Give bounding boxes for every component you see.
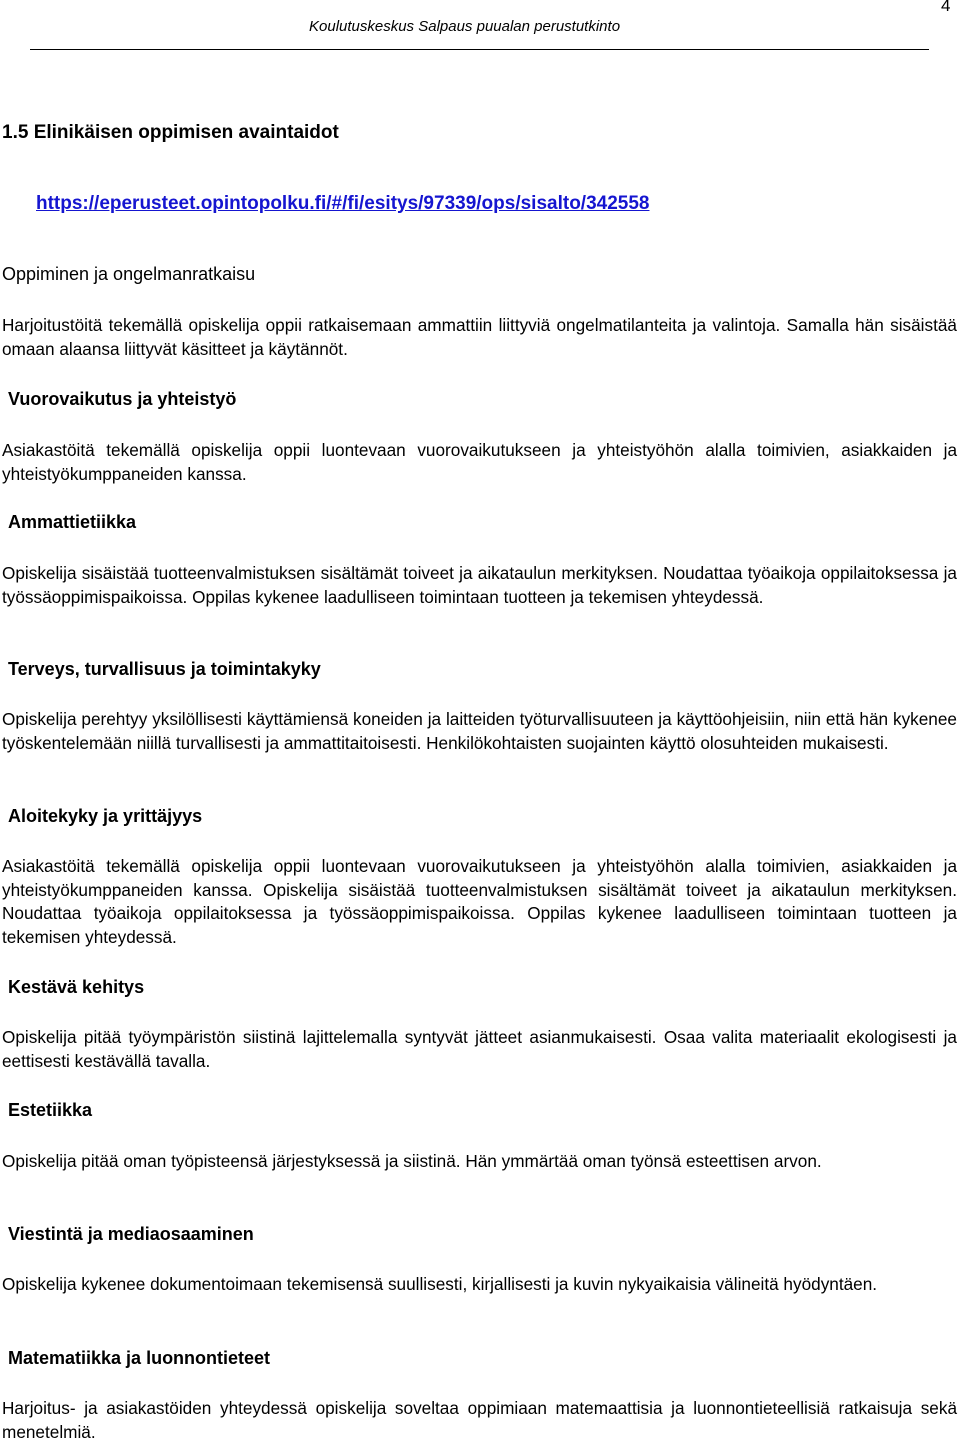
- paragraph-learning: Harjoitustöitä tekemällä opiskelija oppii ratkaisemaan ammattiin liittyviä ongelmatilanteita ja valintoja. Samalla hän sisäistää omaan alaansa liittyvät käsitteet ja käytännöt.: [2, 315, 957, 359]
- subheading-sustainability: Kestävä kehitys: [8, 977, 145, 997]
- subheading-ethics: Ammattietiikka: [8, 512, 137, 532]
- paragraph-initiative: Asiakastöitä tekemällä opiskelija oppii luontevaan vuorovaikutukseen ja yhteistyöhön alalla toimivien, asiakkaiden ja yhteistyökumppaneiden kanssa. Opiskelija sisäistää tuotteenvalmistuksen sisältämät toiveet ja aikataulun merkityksen. Noudattaa työaikoja oppilaitoksessa ja työssäoppimispaikoissa. Oppilas kykenee laadulliseen toimintaan tuotteen ja tekemisen yhteydessä.: [2, 856, 957, 947]
- paragraph-sustainability: Opiskelija pitää työympäristön siistinä lajittelemalla syntyvät jätteet asianmukaisesti. Osaa valita materiaalit ekologisesti ja eettisesti kestävällä tavalla.: [2, 1027, 957, 1071]
- paragraph-aesthetics: Opiskelija pitää oman työpisteensä järjestyksessä ja siistinä. Hän ymmärtää oman työnsä esteettisen arvon.: [2, 1151, 822, 1171]
- running-header-title: Koulutuskeskus Salpaus puualan perustutkinto: [309, 18, 621, 35]
- subheading-learning: Oppiminen ja ongelmanratkaisu: [2, 264, 256, 284]
- page-number: 4: [941, 0, 951, 15]
- source-link[interactable]: https://eperusteet.opintopolku.fi/#/fi/esitys/97339/ops/sisalto/342558: [36, 193, 650, 214]
- subheading-interaction: Vuorovaikutus ja yhteistyö: [8, 389, 237, 409]
- subheading-math-science: Matematiikka ja luonnontieteet: [8, 1348, 271, 1368]
- paragraph-math-science: Harjoitus- ja asiakastöiden yhteydessä opiskelija soveltaa oppimiaan matemaattisia ja luonnontieteellisiä ratkaisuja sekä menetelmiä.: [2, 1398, 957, 1442]
- subheading-aesthetics: Estetiikka: [8, 1100, 93, 1120]
- paragraph-health-safety: Opiskelija perehtyy yksilöllisesti käyttämiensä koneiden ja laitteiden työturvallisuuteen ja käyttöohjeisiin, niin että hän kykenee työskentelemään niillä turvallisesti ja ammattitaitoisesti. Henkilökohtaisten suojainten käyttö olosuhteiden mukaisesti.: [2, 709, 957, 753]
- paragraph-interaction: Asiakastöitä tekemällä opiskelija oppii luontevaan vuorovaikutukseen ja yhteistyöhön alalla toimivien, asiakkaiden ja yhteistyökumppaneiden kanssa.: [2, 440, 957, 484]
- paragraph-ethics: Opiskelija sisäistää tuotteenvalmistuksen sisältämät toiveet ja aikataulun merkityksen. Noudattaa työaikoja oppilaitoksessa ja työssäoppimispaikoissa. Oppilas kykenee laadulliseen toimintaan tuotteen ja tekemisen yhteydessä.: [2, 563, 957, 607]
- section-heading: 1.5 Elinikäisen oppimisen avaintaidot: [2, 122, 339, 143]
- subheading-health-safety: Terveys, turvallisuus ja toimintakyky: [8, 659, 321, 679]
- header-rule: [30, 49, 929, 50]
- subheading-initiative: Aloitekyky ja yrittäjyys: [8, 806, 203, 826]
- subheading-communication: Viestintä ja mediaosaaminen: [8, 1224, 254, 1244]
- paragraph-communication: Opiskelija kykenee dokumentoimaan tekemisensä suullisesti, kirjallisesti ja kuvin nykyaikaisia välineitä hyödyntäen.: [2, 1274, 878, 1294]
